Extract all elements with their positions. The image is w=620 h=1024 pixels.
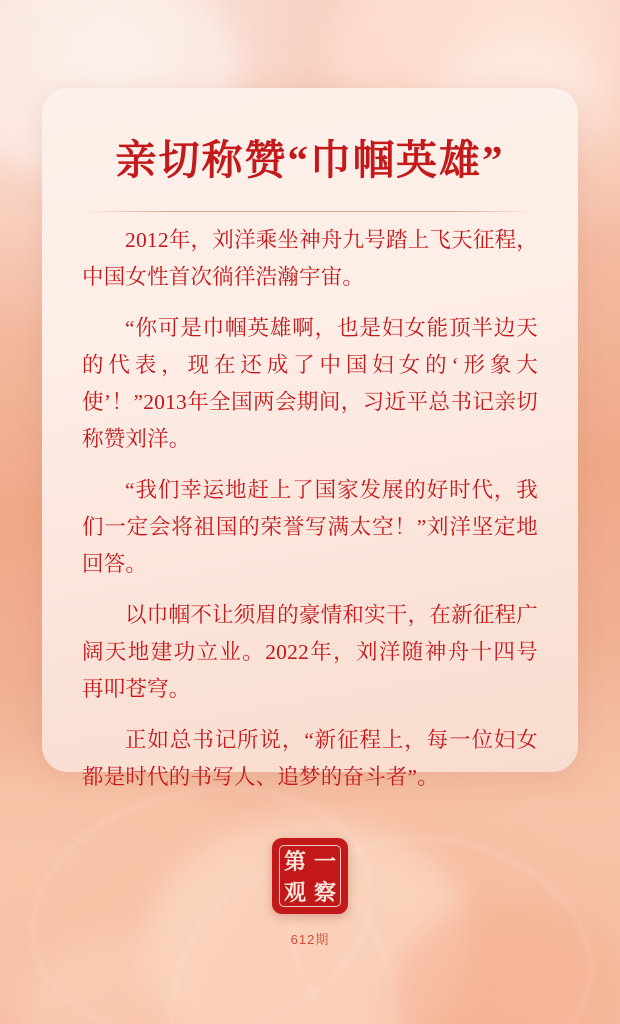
- seal-inner-frame: [279, 845, 341, 907]
- issue-number: 612期: [290, 932, 330, 947]
- page-title: 亲切称赞“巾帼英雄”: [115, 137, 505, 183]
- paragraph: 正如总书记所说，“新征程上，每一位妇女都是时代的书写人、追梦的奋斗者”。: [82, 727, 538, 789]
- paragraph: 2012年，刘洋乘坐神舟九号踏上飞天征程，中国女性首次徜徉浩瀚宇宙。: [82, 228, 538, 290]
- content-card: [42, 88, 578, 789]
- seal-character: 观: [283, 880, 306, 905]
- paragraph: “我们幸运地赶上了国家发展的好时代，我们一定会将祖国的荣誉写满太空！”刘洋坚定地回答。: [82, 478, 538, 576]
- paragraph: 以巾帼不让须眉的豪情和实干，在新征程广阔天地建功立业。2022年，刘洋随神舟十四号再叩苍穹。: [82, 602, 538, 701]
- seal-logo: [272, 838, 348, 914]
- seal-character: 一: [313, 849, 336, 874]
- seal-character: 察: [313, 880, 336, 905]
- paragraph: “你可是巾帼英雄啊，也是妇女能顶半边天的代表，现在还成了中国妇女的‘形象大使’！”2013年全国两会期间，习近平总书记亲切称赞刘洋。: [82, 316, 538, 452]
- seal-character: 第: [283, 849, 306, 874]
- title-divider: [84, 211, 536, 212]
- brand-seal-area: [0, 838, 620, 948]
- article-body: [82, 222, 538, 796]
